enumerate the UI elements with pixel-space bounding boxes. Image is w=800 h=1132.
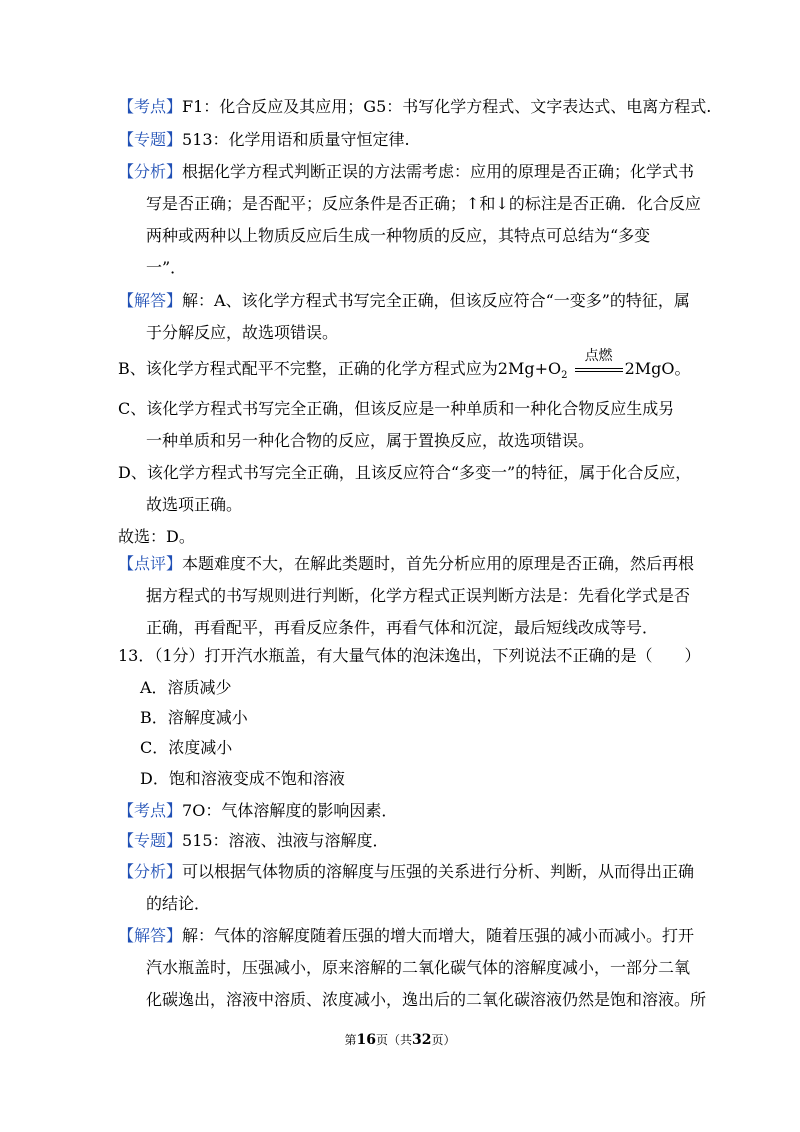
option-b-analysis: [118, 348, 691, 382]
question-13-stem: 13．（1分）打开汽水瓶盖，有大量气体的泡沫逸出，下列说法不正确的是（ ）: [118, 646, 701, 665]
q13-jieda-text-1: 解：气体的溶解度随着压强的增大而增大，随着压强的减小而减小。打开: [182, 926, 695, 945]
fenxi-line-1: [118, 161, 694, 183]
jieda-line-1: [118, 290, 690, 312]
kaodian-line: [118, 96, 711, 118]
q13-fenxi-line-1: [118, 861, 694, 883]
option-d-line-2: 故选项正确。: [146, 495, 243, 514]
total-page-number: 32: [412, 1032, 432, 1048]
footer-mid: 页（共: [375, 1033, 412, 1047]
q13-zhuanti-tag: 【专题】: [118, 831, 183, 850]
q13-zhuanti-line: [118, 830, 389, 852]
fenxi-line-3: 两种或两种以上物质反应后生成一种物质的反应，其特点可总结为“多变: [146, 226, 651, 245]
q13-jieda-line-2: 汽水瓶盖时，压强减小，原来溶解的二氧化碳气体的溶解度减小，一部分二氧: [146, 958, 691, 977]
question-13-option-c: C．浓度减小: [140, 738, 233, 757]
footer-prefix: 第: [344, 1033, 357, 1047]
question-13-option-d: D．饱和溶液变成不饱和溶液: [140, 769, 345, 788]
option-b-text: B、该化学方程式配平不完整，正确的化学方程式应为: [118, 359, 498, 378]
option-c-line-1: C、该化学方程式书写完全正确，但该反应是一种单质和一种化合物反应生成另: [118, 399, 675, 418]
fenxi-tag: 【分析】: [118, 162, 183, 181]
q13-jieda-line-1: [118, 925, 694, 947]
dianping-line-3: 正确，再看配平，再看反应条件，再看气体和沉淀，最后短线改成等号．: [146, 618, 659, 637]
q13-kaodian-tag: 【考点】: [118, 801, 183, 820]
page-footer: [0, 1032, 800, 1048]
fenxi-line-2: 写是否正确；是否配平；反应条件是否正确；↑和↓的标注是否正确．化合反应: [146, 194, 701, 213]
equals-bar-top: [575, 368, 623, 369]
q13-kaodian-line: [118, 800, 397, 822]
kaodian-text: F1：化合反应及其应用；G5：书写化学方程式、文字表达式、电离方程式.: [182, 97, 712, 116]
kaodian-tag: 【考点】: [118, 97, 183, 116]
condition-label: 点燃: [584, 348, 613, 364]
option-c-line-2: 一种单质和另一种化合物的反应，属于置换反应，故选项错误。: [146, 431, 595, 450]
zhuanti-line: [118, 129, 410, 151]
dianping-text-1: 本题难度不大，在解此类题时，首先分析应用的原理是否正确，然后再根: [182, 554, 695, 573]
q13-fenxi-text-1: 可以根据气体物质的溶解度与压强的关系进行分析、判断，从而得出正确: [182, 862, 695, 881]
equals-bar-bottom: [575, 371, 623, 372]
footer-suffix: 页）: [431, 1033, 456, 1047]
dianping-line-2: 据方程式的书写规则进行判断，化学方程式正误判断方法是：先看化学式是否: [146, 586, 691, 605]
q13-jieda-line-3: 化碳逸出，溶液中溶质、浓度减小，逸出后的二氧化碳溶液仍然是饱和溶液。所: [146, 990, 707, 1009]
zhuanti-tag: 【专题】: [118, 130, 183, 149]
fenxi-line-4: 一”．: [146, 258, 187, 277]
jieda-tag: 【解答】: [118, 291, 183, 310]
dianping-line-1: [118, 553, 694, 575]
dianping-tag: 【点评】: [118, 554, 183, 573]
equation-subscript: 2: [561, 370, 568, 382]
equation-right: 2MgO。: [624, 359, 691, 378]
zhuanti-text: 513：化学用语和质量守恒定律.: [182, 130, 410, 149]
question-13-option-a: A．溶质减少: [140, 678, 232, 697]
question-13-option-b: B．溶解度减小: [140, 708, 248, 727]
q13-fenxi-tag: 【分析】: [118, 862, 183, 881]
q13-kaodian-text: 7O：气体溶解度的影响因素．: [182, 801, 398, 820]
option-d-line-1: D、该化学方程式书写完全正确，且该反应符合“多变一”的特征，属于化合反应，: [118, 463, 692, 482]
q13-zhuanti-text: 515：溶液、浊液与溶解度．: [182, 831, 389, 850]
q13-jieda-tag: 【解答】: [118, 926, 183, 945]
reaction-condition: [573, 348, 625, 380]
equation-left: 2Mg+O: [497, 359, 562, 378]
jieda-text-1: 解：A、该化学方程式书写完全正确，但该反应符合“一变多”的特征，属: [182, 291, 690, 310]
jieda-line-2: 于分解反应，故选项错误。: [146, 323, 339, 342]
q13-fenxi-line-2: 的结论．: [146, 894, 211, 913]
answer-choice: 故选：D。: [118, 527, 195, 546]
current-page-number: 16: [356, 1032, 376, 1048]
fenxi-text-1: 根据化学方程式判断正误的方法需考虑：应用的原理是否正确；化学式书: [182, 162, 695, 181]
